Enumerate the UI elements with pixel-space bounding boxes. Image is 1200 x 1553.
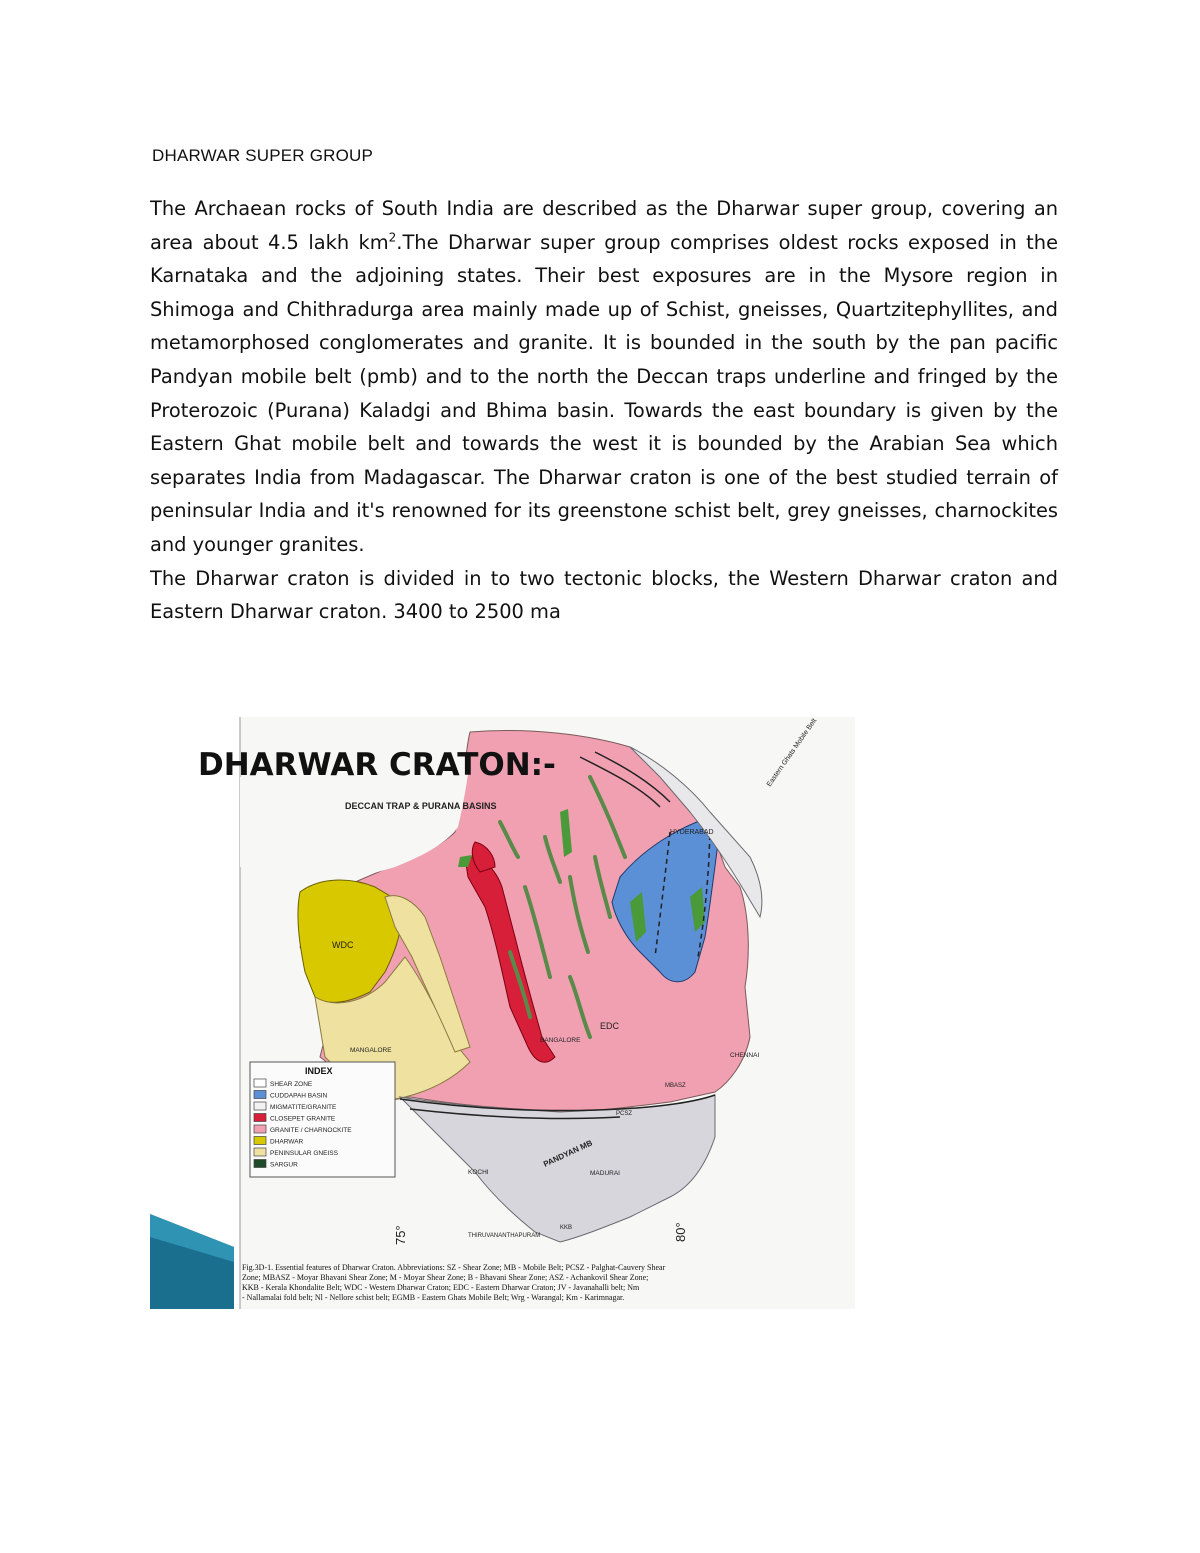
- label-longitude-75: 75°: [393, 1225, 408, 1245]
- label-mbasz: MBASZ: [665, 1083, 686, 1089]
- label-wdc: WDC: [332, 940, 354, 950]
- label-pcsz: PCSZ: [616, 1111, 633, 1117]
- legend-swatch: [254, 1091, 266, 1099]
- figure-caption: [242, 1263, 666, 1302]
- label-edc: EDC: [600, 1021, 620, 1031]
- caption-line-3: KKB - Kerala Khondalite Belt; WDC - Western Dharwar Craton; EDC - Eastern Dharwar Craton; JV - Javanahalli belt; Nm: [242, 1283, 640, 1292]
- label-egmb: Eastern Ghats Mobile Belt: [765, 717, 819, 789]
- legend-swatch: [254, 1148, 266, 1156]
- legend-label: MIGMATITE/GRANITE: [270, 1104, 337, 1111]
- body-text: [150, 192, 1058, 629]
- label-hyderabad: HYDERABAD: [670, 829, 714, 836]
- paragraph-1: [150, 192, 1058, 562]
- legend-label: CUDDAPAH BASIN: [270, 1092, 328, 1100]
- legend-swatch: [254, 1125, 266, 1133]
- caption-line-2: Zone; MBASZ - Moyar Bhavani Shear Zone; M - Moyar Shear Zone; B - Bhavani Shear Zone; ASZ - Achankovil Shear Zone;: [242, 1273, 649, 1282]
- label-mangalore: MANGALORE: [350, 1047, 392, 1054]
- label-bangalore: BANGALORE: [540, 1037, 581, 1044]
- legend-swatch: [254, 1102, 266, 1110]
- caption-line-1: Fig.3D-1. Essential features of Dharwar Craton. Abbreviations: SZ - Shear Zone; MB - Mobile Belt; PCSZ - Palghat-Cauvery Shear: [242, 1263, 666, 1272]
- caption-line-4: - Nallamalai fold belt; Nl - Nellore schist belt; EGMB - Eastern Ghats Mobile Belt; Wrg - Warangal; Km - Karimnagar.: [242, 1293, 625, 1302]
- legend-label: DHARWAR: [270, 1138, 304, 1146]
- legend-label: GRANITE / CHARNOCKITE: [270, 1127, 352, 1134]
- page-heading: DHARWAR SUPER GROUP: [152, 146, 374, 165]
- paragraph-2: The Dharwar craton is divided in to two tectonic blocks, the Western Dharwar craton and Eastern Dharwar craton. 3400 to 2500 ma: [150, 566, 1058, 624]
- label-chennai: CHENNAI: [730, 1052, 760, 1059]
- legend-label: SHEAR ZONE: [270, 1081, 313, 1088]
- legend-label: CLOSEPET GRANITE: [270, 1115, 336, 1123]
- label-kochi: KOCHI: [468, 1169, 489, 1176]
- label-deccan: DECCAN TRAP & PURANA BASINS: [345, 801, 497, 811]
- paragraph-1-part-a: The Archaean rocks of South India are described as the Dharwar super group, covering an area about 4.5 lakh km: [150, 197, 1058, 254]
- legend-label: SARGUR: [270, 1161, 298, 1169]
- label-kkb: KKB: [560, 1225, 573, 1231]
- legend-swatch: [254, 1114, 266, 1122]
- superscript: 2: [388, 230, 397, 245]
- paragraph-1-part-b: .The Dharwar super group comprises oldest rocks exposed in the Karnataka and the adjoining states. Their best exposures are in the Mysore region in Shimoga and Chithradurga area mainly made up of Schist, gneisses, Quartzitephyllites, and metamorphosed conglomerates and granite. It is bounded in the south by the pan pacific Pandyan mobile belt (pmb) and to the north the Deccan traps underline and fringed by the Proterozoic (Purana) Kaladgi and Bhima basin. Towards the east boundary is given by the Eastern Ghat mobile belt and towards the west it is bounded by the Arabian Sea which separates India from Madagascar. The Dharwar craton is one of the best studied terrain of peninsular India and it's renowned for its greenstone schist belt, grey gneisses, charnockites and younger granites.: [150, 230, 1058, 556]
- label-pandyan: PANDYAN MB: [542, 1138, 594, 1169]
- dharwar-craton-figure: [150, 717, 855, 1309]
- legend-swatch: [254, 1160, 266, 1168]
- legend-swatch: [254, 1079, 266, 1087]
- legend-swatch: [254, 1137, 266, 1145]
- figure-title: DHARWAR CRATON:-: [198, 747, 556, 783]
- legend-label: PENINSULAR GNEISS: [270, 1150, 338, 1157]
- label-thiruvananthapuram: THIRUVANANTHAPURAM: [468, 1233, 541, 1239]
- label-longitude-80: 80°: [673, 1222, 688, 1242]
- figure-svg: [150, 717, 855, 1309]
- label-madurai: MADURAI: [590, 1170, 620, 1177]
- map-index-legend: [250, 1062, 395, 1177]
- index-title: INDEX: [305, 1066, 333, 1076]
